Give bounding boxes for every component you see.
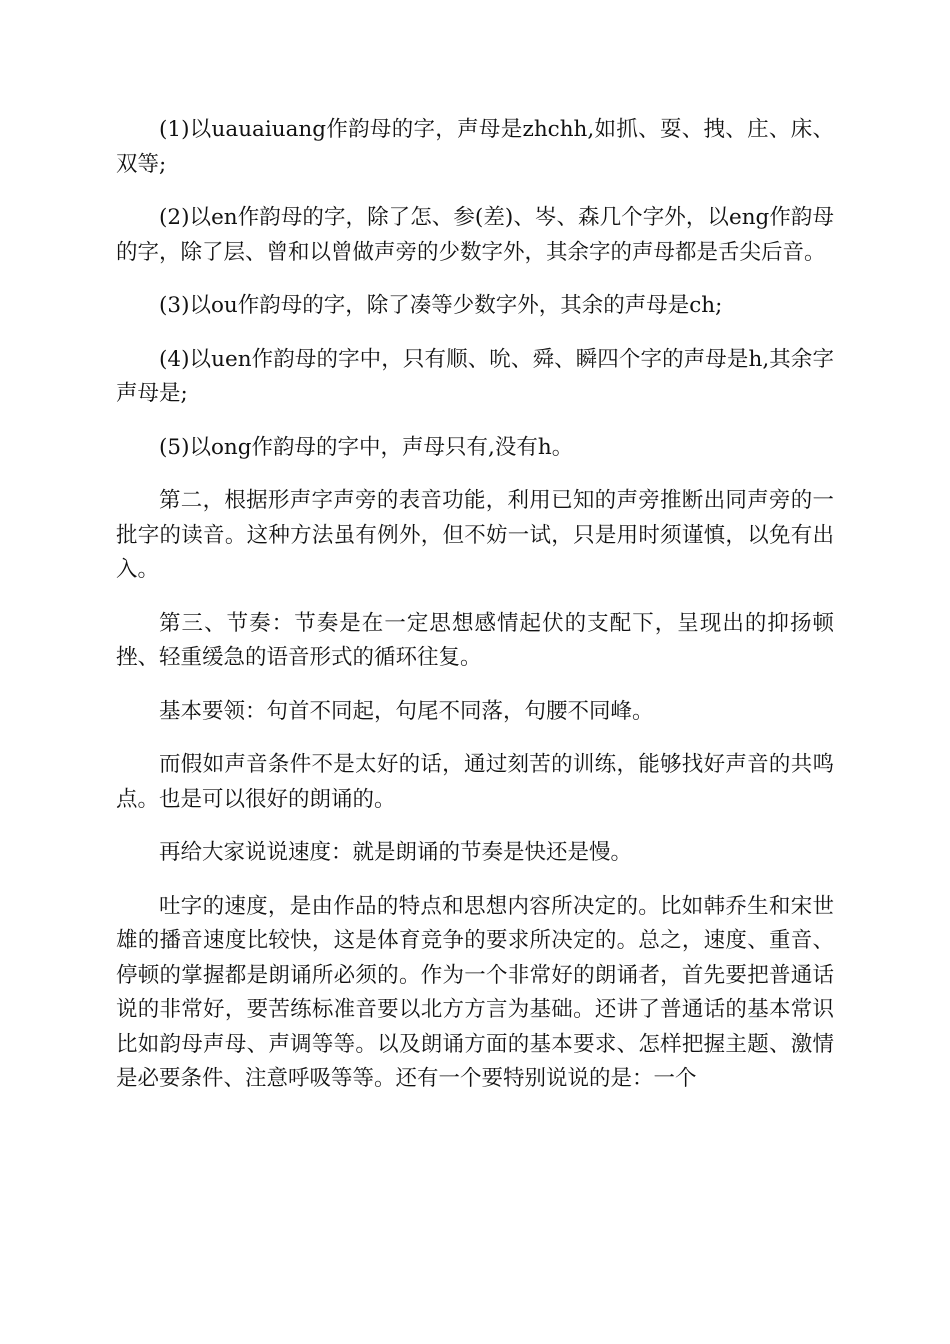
paragraph-speed-intro: 再给大家说说速度：就是朗诵的节奏是快还是慢。: [159, 840, 633, 865]
paragraph-rule-5: (5)以ong作韵母的字中，声母只有,没有h。: [159, 434, 574, 460]
paragraph-rule-1: (1)以uauaiuang作韵母的字，声母是zhchh,如抓、耍、拽、庄、床、双等;: [116, 117, 834, 177]
paragraph-key-points: 基本要领：句首不同起，句尾不同落，句腰不同峰。: [159, 698, 654, 724]
paragraph-rhythm: 第三、节奏：节奏是在一定思想感情起伏的支配下，呈现出的抑扬顿挫、轻重缓急的语音形式的循环往复。: [116, 610, 834, 670]
paragraph-voice-conditions: 而假如声音条件不是太好的话，通过刻苦的训练，能够找好声音的共鸣点。也是可以很好的朗诵的。: [116, 752, 834, 812]
paragraph-rule-2: (2)以en作韵母的字，除了怎、参(差)、岑、森几个字外，以eng作韵母的字，除了层、曾和以曾做声旁的少数字外，其余字的声母都是舌尖后音。: [116, 205, 834, 265]
paragraph-rule-4: (4)以uen作韵母的字中，只有顺、吮、舜、瞬四个字的声母是h,其余字声母是;: [116, 346, 834, 406]
paragraph-second-method: 第二，根据形声字声旁的表音功能，利用已知的声旁推断出同声旁的一批字的读音。这种方法虽有例外，但不妨一试，只是用时须谨慎，以免有出入。: [116, 488, 834, 582]
paragraph-rule-3: (3)以ou作韵母的字，除了凑等少数字外，其余的声母是ch;: [159, 293, 723, 318]
paragraph-speed-details: 吐字的速度，是由作品的特点和思想内容所决定的。比如韩乔生和宋世雄的播音速度比较快，这是体育竞争的要求所决定的。总之，速度、重音、停顿的掌握都是朗诵所必须的。作为一个非常好的朗诵者，首先要把普通话说的非常好，要苦练标准音要以北方方言为基础。还讲了普通话的基本常识比如韵母声母、声调等等。以及朗诵方面的基本要求、怎样把握主题、激情是必要条件、注意呼吸等等。还有一个要特别说说的是：一个: [116, 893, 834, 1091]
document-page: [116, 113, 834, 1116]
